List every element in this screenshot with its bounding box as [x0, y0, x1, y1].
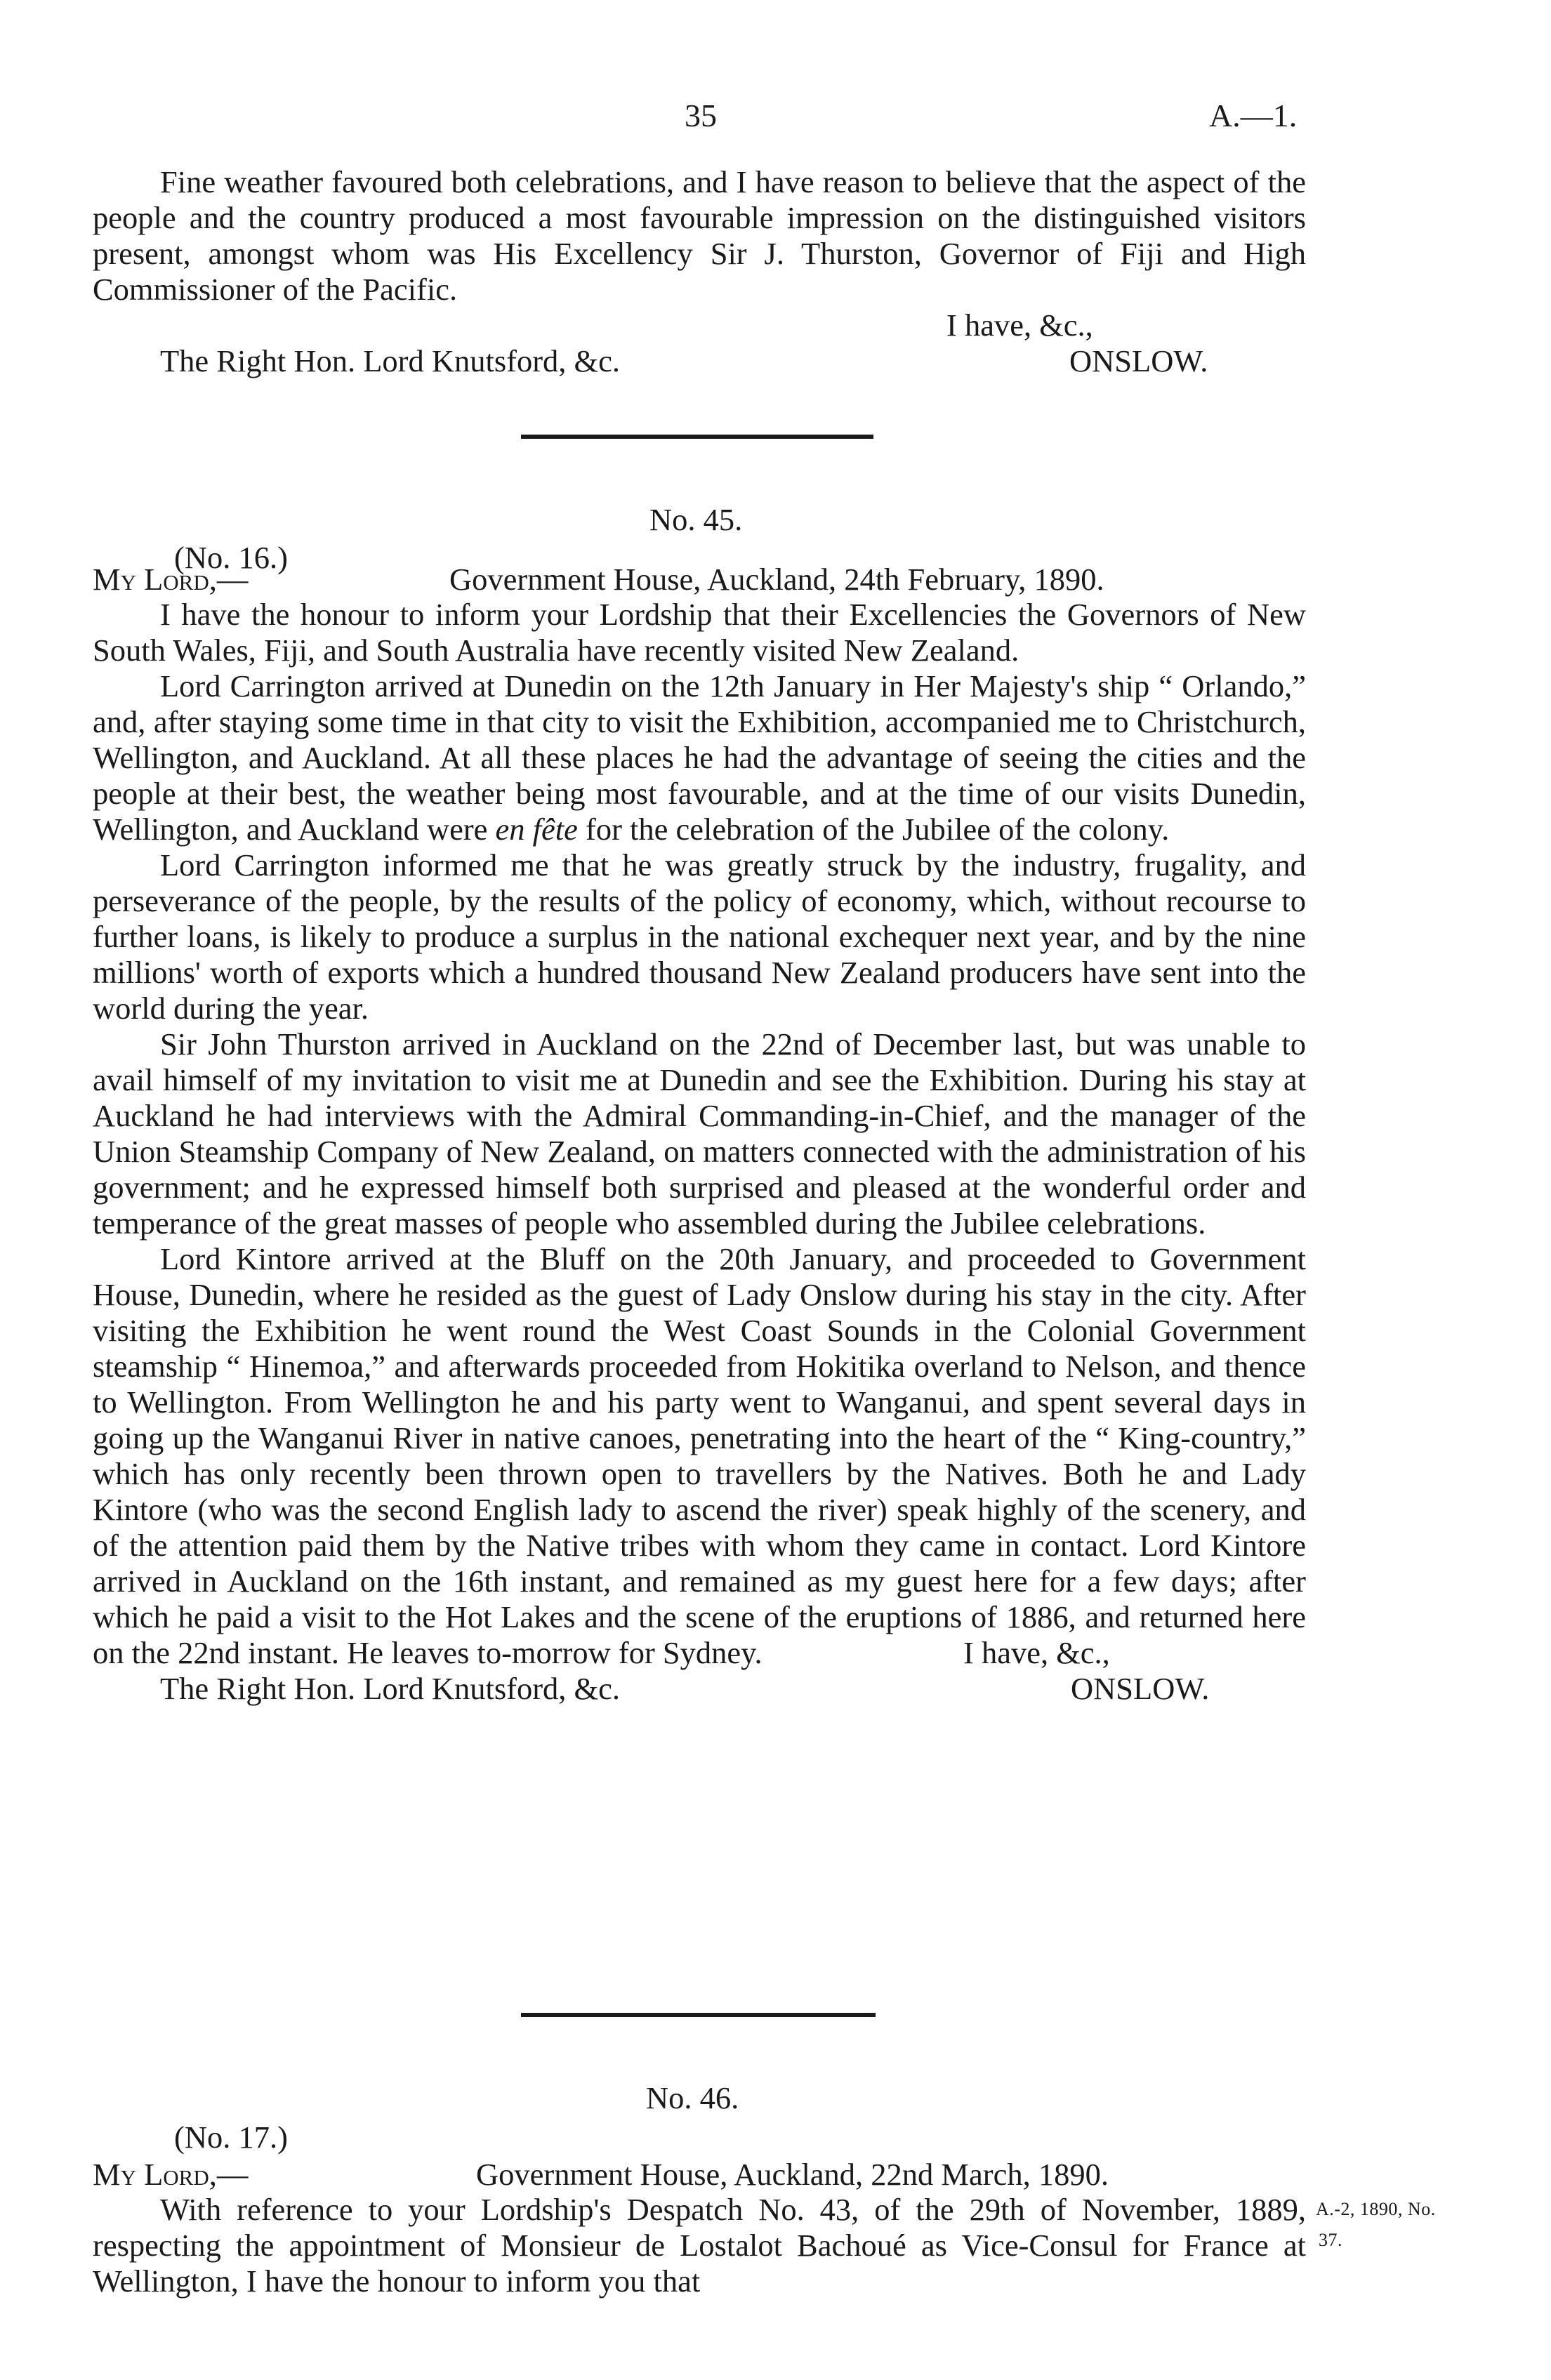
closing-line: [93, 308, 1306, 343]
letter-title: No. 46.: [646, 2080, 739, 2115]
paragraph: Lord Kintore arrived at the Bluff on the 20th January, and proceeded to Government House, Dunedin, where he resided as the guest of Lady Onslow during his stay in the city. After visiting the Exhibition he went round the West Coast Sounds in the Colonial Government steamship “ Hinemoa,” and afterwards proceeded from Hokitika overland to Nelson, and thence to Wellington. From Wellington he and his party went to Wanganui, and spent several days in going up the Wanganui River in native canoes, penetrating into the heart of the “ King-country,” which has only recently been thrown open to travellers by the Natives. Both he and Lady Kintore (who was the second English lady to ascend the river) speak highly of the scenery, and of the attention paid them by the Native tribes with whom they came in contact. Lord Kintore arrived in Auckland on the 16th instant, and remained as my guest here for a few days; after which he paid a visit to the Hot Lakes and the scene of the eruptions of 1886, and returned here on the 22nd instant. He leaves to-morrow for Sydney.: [93, 1241, 1306, 1670]
letter-reference: (No. 16.): [174, 540, 288, 575]
paragraph: With reference to your Lordship's Despatch No. 43, of the 29th of November, 1889, respecting the appointment of Monsieur de Lostalot Bachoué as Vice-Consul for France at Wellington, I have the honour to inform you that: [93, 2192, 1306, 2299]
paragraph: Sir John Thurston arrived in Auckland on the 22nd of December last, but was unable to avail himself of my invitation to visit me at Dunedin and see the Exhibition. During his stay at Auckland he had interviews with the Admiral Commanding-in-Chief, and the manager of the Union Steamship Company of New Zealand, on matters connected with the administration of his government; and he expressed himself both surprised and pleased at the wonderful order and temperance of the great masses of people who assembled during the Jubilee celebrations.: [93, 1026, 1306, 1241]
signature-line: [93, 1671, 1306, 1707]
closing: I have, &c.,: [963, 1635, 1110, 1670]
place-date: Government House, Auckland, 24th February, 1890.: [449, 562, 1104, 597]
signature-line: [93, 343, 1306, 379]
letter-title: No. 45.: [649, 502, 743, 537]
closing-line: [93, 1635, 1306, 1671]
signature: ONSLOW.: [1071, 1671, 1210, 1706]
place-date: Government House, Auckland, 22nd March, 1890.: [476, 2157, 1109, 2192]
paragraph: Lord Carrington arrived at Dunedin on the 12th January in Her Majesty's ship “ Orlando,” and, after staying some time in that city to visit the Exhibition, accompanied me to Christchurch, Wellington, and Auckland. At all these places he had the advantage of seeing the cities and the people at their best, the weather being most favourable, and at the time of our visits Dunedin, Wellington, and Auckland were en fête for the celebration of the Jubilee of the colony.: [93, 668, 1306, 847]
section-divider: [521, 2013, 876, 2017]
section-previous-despatch: [93, 164, 1306, 379]
letter-46-body: [93, 2192, 1306, 2299]
addressee: The Right Hon. Lord Knutsford, &c.: [160, 343, 621, 378]
paragraph: I have the honour to inform your Lordship that their Excellencies the Governors of New South Wales, Fiji, and South Australia have recently visited New Zealand.: [93, 597, 1306, 668]
closing: I have, &c.,: [946, 308, 1093, 343]
page-number: 35: [685, 98, 717, 133]
margin-reference: A.-2, 1890, No.: [1316, 2199, 1436, 2219]
signature: ONSLOW.: [1069, 343, 1208, 378]
section-divider: [521, 435, 873, 439]
letter-45-body: [93, 597, 1306, 1707]
salutation: My Lord,—: [93, 562, 249, 597]
italic-phrase: en fête: [495, 812, 578, 847]
salutation: My Lord,—: [93, 2157, 249, 2192]
addressee: The Right Hon. Lord Knutsford, &c.: [160, 1671, 621, 1706]
document-code: A.—1.: [1209, 98, 1298, 133]
paragraph: Fine weather favoured both celebrations, and I have reason to believe that the aspect of the people and the country produced a most favourable impression on the distinguished visitors present, amongst whom was His Excellency Sir J. Thurston, Governor of Fiji and High Commissioner of the Pacific.: [93, 164, 1306, 307]
letter-reference: (No. 17.): [174, 2120, 288, 2155]
margin-reference: 37.: [1319, 2230, 1342, 2250]
paragraph: Lord Carrington informed me that he was greatly struck by the industry, frugality, and perseverance of the people, by the results of the policy of economy, which, without recourse to further loans, is likely to produce a surplus in the national exchequer next year, and by the nine millions' worth of exports which a hundred thousand New Zealand producers have sent into the world during the year.: [93, 847, 1306, 1026]
